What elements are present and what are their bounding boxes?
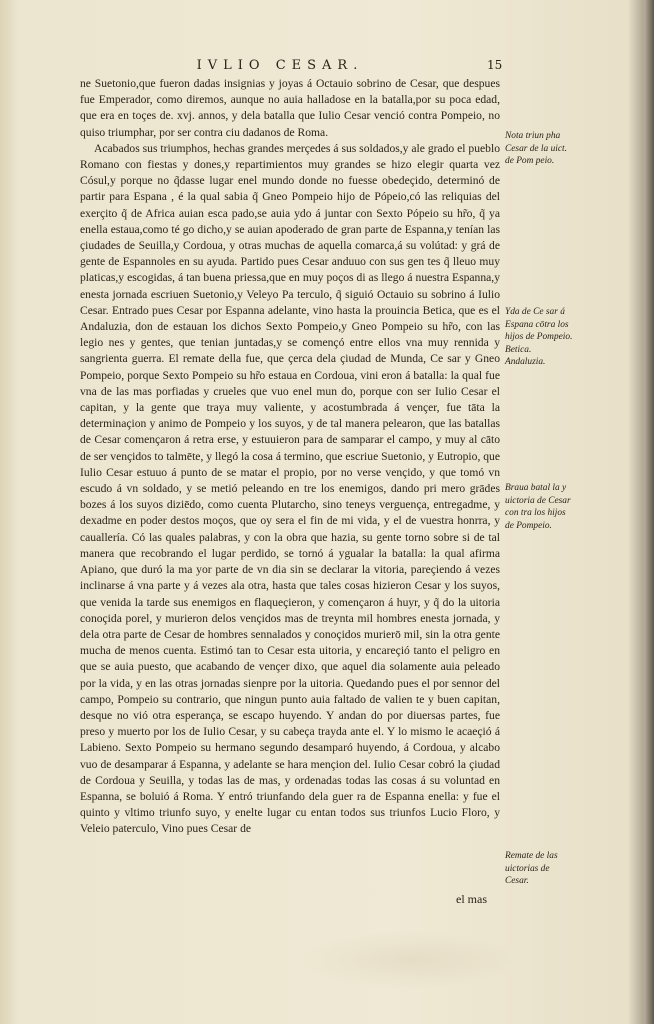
- marginal-note: Braua batal la y uictoria de Cesar con tra los hijos de Pompeio.: [505, 483, 571, 531]
- marginal-note: Remate de las uictorias de Cesar.: [505, 851, 558, 887]
- paragraph: ne Suetonio,que fueron dadas insignias y joyas á Octauio sobrino de Cesar, que despues fue Emperador, como diremos, aunque no auia halladose en la batalla,por su poca edad, que era en toçes de. xvj. annos, y dela batalla que Iulio Cesar venció contra Pompeio, no quiso triumphar, por ser contra ciu dadanos de Roma.: [80, 77, 500, 139]
- page-spine-shadow: [644, 0, 654, 1024]
- folio-number: 15: [487, 58, 503, 72]
- paper-stain: [300, 930, 520, 990]
- marginal-note: Yda de Ce sar á Espana cōtra los hijos de Pompeio. Betica. Andaluzia.: [505, 307, 573, 368]
- marginal-note: Nota triun pha Cesar de la uict. de Pom peio.: [505, 131, 567, 167]
- catchword: el mas: [456, 892, 487, 906]
- running-title: IVLIO CESAR.: [196, 58, 364, 73]
- paragraph: Acabados sus triumphos, hechas grandes merçedes á sus soldados,y ale grado el pueblo Romano con fiestas y dones,y repartimientos muy grandes se hizo elegir quarta vez Cósul,y porque no q̃dasse lugar enel mundo donde no fuesse obedeçido, determinó de partir para Espana , é la qual sabia q̃ Gneo Pompeio hijo de Pópeio,có las reliquias del exerçito q̃ de Africa auian esca pado,se auia ydo á juntar con Sexto Pópeio su hr̃o, q̃ ya enella estaua,como té go dicho,y se auian apoderado de gran parte de Espanna,y tenían las çiudades de Seuilla,y Cordoua, y otras muchas de aquella comarca,á su volútad: y grá de gente de Espannoles en su ayuda. Partido pues Cesar anduuo con sus gen tes q̃ lleuo muy platicas,y escogidas, á tan buena priessa,que en muy poços di as llego á nuestra Espanna,y enesta jornada escriuen Suetonio,y Veleyo Pa terculo, q̃ siguió Octauio su sobrino á Iulio Cesar. Entrado pues Cesar por Espanna adelante, vino hasta la prouincia Betica, que es el Andaluzia, don de estauan los dichos Sexto Pompeio,y Gneo Pompeio su hr̃o, con las legio nes y gentes, que tenian juntadas,y se començó entre ellos vna muy rennida y sangrienta guerra. El remate della fue, que çerca dela çiudad de Munda, Ce sar y Gneo Pompeio, porque Sexto Pompeio su hr̃o estaua en Cordoua, vini eron á batalla: la qual fue vna de las mas porfiadas y crueles que vuo enel mun do, porque con ser Iulio Cesar el capitan, y la gente que traya muy valiente, y acostumbrada á vençer, fue tāta la determinaçion y animo de Pompeio y los suyos, y de tal manera pelearon, que las batallas de Cesar començaron á retra erse, y estuuieron para de samparar el campo, y muy al cāto de ser vençidos to talmēte, y llegó la cosa á termino, que escriue Suetonio, y Eutropio, que Iulio Cesar estuuo á punto de se matar el propio, por no verse vençido, y que tomó vn escudo á vn soldado, y se metió peleando en tre los enemigos, dando pri mero grādes bozes á los suyos diziēdo, como cuenta Plutarcho, sino teneys verguença, entregadme, y dexadme en poder destos moços, que oy sera el fin de mi vida, y el de vuestra honrra, y cauallería. Có las quales palabras, y con la obra que hazia, su gente torno sobre si de tal manera que recobrando el lugar perdido, se tornó á ygualar la batalla: la qual afirma Apiano, que duró la ma yor parte de vn dia sin se declarar la vitoria, pareçiendo á vezes inclinarse á vna parte y á vezes ala otra, hasta que tales cosas hizieron Cesar y los suyos, que venida la tarde sus enemigos en flaqueçieron, y començaron á huyr, y q̃ do la uitoria conoçida porel, y murieron delos vençidos mas de treynta mil hombres enesta jornada, y dela otra parte de Cesar de hombres sennalados y conoçidos murierō mil, sin la otra gente mucha de menos cuenta. Estimó tan to Cesar esta uitoria, y encareçió tanto el peligro en que se auia puesto, que acabando de vençer dixo, que aquel dia solamente auia peleado por la vida, y en las otras jornadas sienpre por la uitoria. Quedando pues el por sennor del campo, Pompeio su contrario, que ningun punto auia faltado de valien te y buen capitan, desque no vió otra esperança, se escapo huyendo. Y andan do por diuersas partes, fue preso y muerto por los de Iulio Cesar, y su cabeça trayda ante el. Y lo mismo le acaeçió á Labieno. Sexto Pompeio su hermano segundo desamparó huyendo, á Cordoua, y alcabo vuo de desamparar á Espanna, y adelante se hara mençion del. Iulio Cesar cobró la çiudad de Cordoua y Seuilla, y todas las de mas, y ordenadas todas las cosas á su voluntad en Espanna, se boluió á Roma. Y entró triunfando dela guer ra de Espanna enella: y fue el quinto y vltimo triunfo suyo, y enelte lugar cu entan todos sus triunfos Lucio Floro, y Veleio paterculo, Vino pues Cesar de: [80, 141, 500, 836]
- main-text-column: [80, 76, 500, 838]
